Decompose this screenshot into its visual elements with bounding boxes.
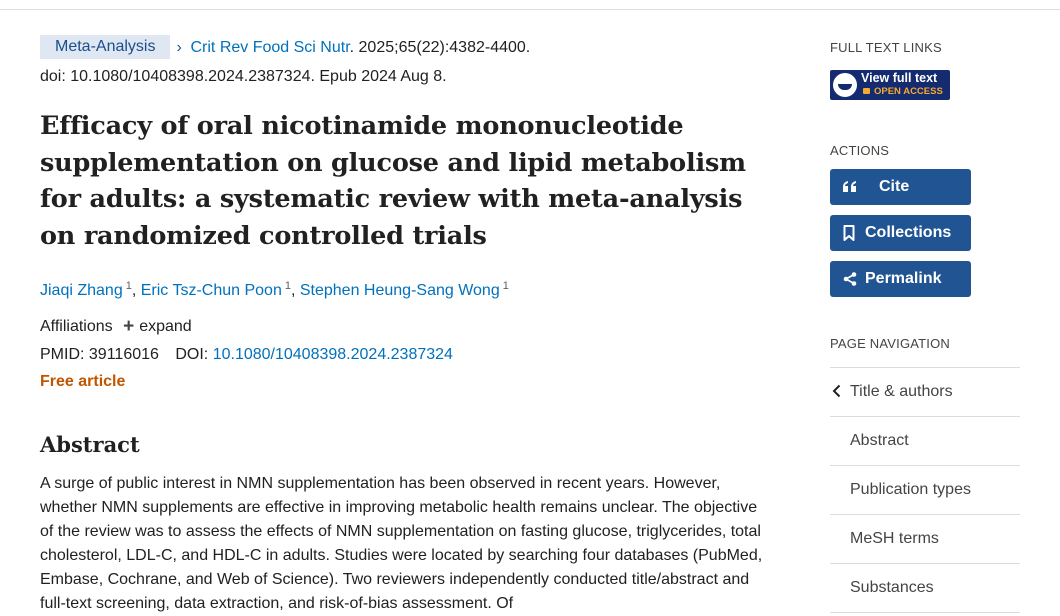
full-text-links-heading: FULL TEXT LINKS — [830, 40, 942, 55]
nav-item-title-authors[interactable]: Title & authors — [830, 368, 1020, 417]
doi-label: DOI: — [175, 346, 209, 363]
nav-item-mesh-terms[interactable]: MeSH terms — [830, 515, 1020, 564]
cite-button[interactable]: Cite — [830, 169, 971, 205]
nav-item-abstract[interactable]: Abstract — [830, 417, 1020, 466]
pmid-label: PMID: — [40, 346, 85, 363]
abstract-text: A surge of public interest in NMN supplementation has been observed in recent years. However, whether NMN supplements are effective in improving metabolic health remains unclear. The objective of the review was to assess the effects of NMN supplementation on fasting glucose, triglycerides, total cholesterol, LDL-C, and HDL-C in adults. Studies were located by searching four databases (PubMed, Embase, Cochrane, and Web of Science). Two reviewers independently conducted title/abstract and full-text screening, data extraction, and risk-of-bias assessment. Of — [40, 475, 763, 612]
plus-icon: + — [123, 316, 135, 337]
article-main — [40, 33, 770, 616]
affiliation-ref[interactable]: 1 — [502, 280, 509, 292]
open-access-label: OPEN ACCESS — [863, 86, 943, 97]
free-article-label: Free article — [40, 373, 126, 390]
affiliation-ref[interactable]: 1 — [125, 280, 132, 292]
collections-button[interactable]: Collections — [830, 215, 971, 251]
bookmark-icon — [843, 225, 857, 241]
top-divider — [0, 9, 1060, 10]
chevron-left-icon — [832, 384, 841, 403]
doi-link[interactable]: 10.1080/10408398.2024.2387324 — [212, 346, 453, 363]
affiliations-expand-button[interactable]: + expand — [123, 316, 192, 337]
citation-details: . 2025;65(22):4382-4400. — [349, 39, 531, 56]
page-navigation-heading: PAGE NAVIGATION — [830, 336, 951, 351]
quote-icon — [843, 181, 857, 193]
nav-item-substances[interactable]: Substances — [830, 564, 1020, 613]
abstract-heading: Abstract — [40, 432, 140, 457]
identifiers-row — [40, 343, 770, 367]
journal-link[interactable]: Crit Rev Food Sci Nutr — [190, 39, 350, 56]
unlock-icon — [863, 88, 870, 94]
sidebar — [830, 40, 1020, 613]
author-link[interactable]: Jiaqi Zhang — [40, 282, 123, 299]
pmid-value: 39116016 — [88, 346, 159, 363]
share-icon — [843, 272, 857, 286]
author-link[interactable]: Stephen Heung-Sang Wong — [299, 282, 500, 299]
affiliations-label: Affiliations — [40, 318, 113, 335]
doi-line: doi: 10.1080/10408398.2024.2387324. Epub 2024 Aug 8. — [40, 68, 447, 85]
affiliations-row — [40, 315, 770, 339]
view-full-text-label: View full text — [861, 71, 938, 85]
author-link[interactable]: Eric Tsz-Chun Poon — [140, 282, 282, 299]
view-full-text-button[interactable] — [830, 70, 950, 100]
article-title: Efficacy of oral nicotinamide mononucleotide supplementation on glucose and lipid metabolism for adults: a systematic review with meta-analysis on randomized controlled trials — [40, 111, 746, 251]
publication-type-badge: Meta-Analysis — [40, 35, 170, 59]
publisher-logo-icon — [833, 73, 857, 97]
nav-item-publication-types[interactable]: Publication types — [830, 466, 1020, 515]
citation-line — [40, 33, 770, 62]
actions-heading: ACTIONS — [830, 143, 890, 158]
affiliation-ref[interactable]: 1 — [284, 280, 291, 292]
authors-list: Jiaqi Zhang $^1$, Eric Tsz-Chun Poon $^1$, Stephen Heung-Sang Wong $^1$ — [40, 280, 509, 299]
permalink-button[interactable]: Permalink — [830, 261, 971, 297]
page-navigation — [830, 367, 1020, 613]
chevron-right-icon: › — [176, 39, 182, 56]
